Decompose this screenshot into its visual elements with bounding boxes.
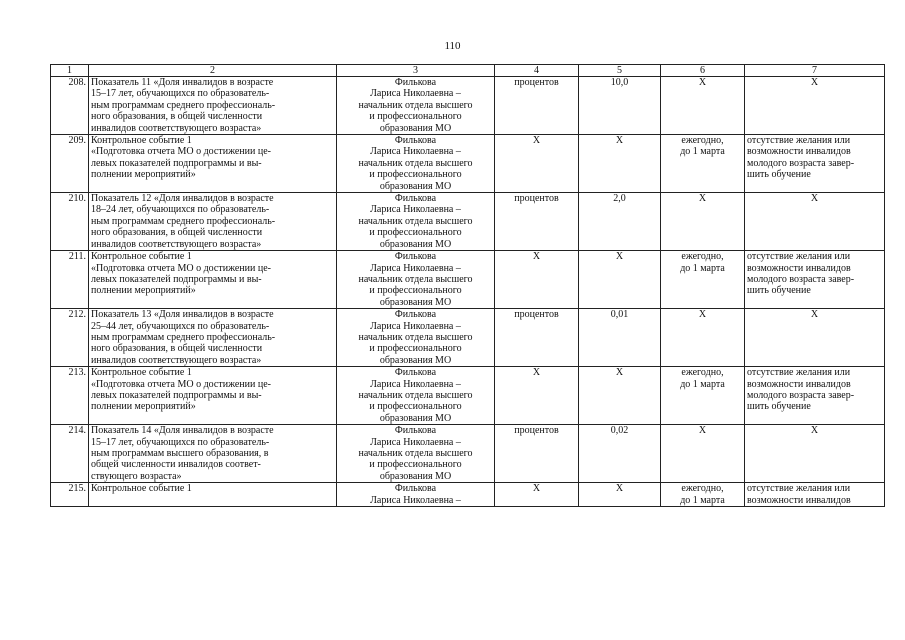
row-responsible: Филькова Лариса Николаевна – начальник отдела высшего и профессионального образования МО [337, 425, 495, 483]
table-row [51, 309, 885, 367]
row-unit: Х [495, 483, 579, 507]
table-row [51, 135, 885, 193]
row-unit: процентов [495, 309, 579, 367]
column-header-2: 2 [89, 65, 337, 77]
row-note: Х [745, 77, 885, 135]
table-row [51, 193, 885, 251]
row-responsible: Филькова Лариса Николаевна – начальник отдела высшего и профессионального образования МО [337, 367, 495, 425]
table-row [51, 425, 885, 483]
row-name: Показатель 11 «Доля инвалидов в возрасте 15–17 лет, обучающихся по образователь- ным программам среднего профессиональ- ного образования, в общей численности инвалидов соответствующего возраста» [89, 77, 337, 135]
row-number: 208. [51, 77, 89, 135]
column-header-5: 5 [579, 65, 661, 77]
row-note: Х [745, 425, 885, 483]
table-row [51, 483, 885, 507]
row-responsible: Филькова Лариса Николаевна – начальник отдела высшего и профессионального образования МО [337, 77, 495, 135]
row-unit: процентов [495, 77, 579, 135]
row-note: Х [745, 309, 885, 367]
row-name: Контрольное событие 1 «Подготовка отчета МО о достижении це- левых показателей подпрограммы и вы- полнении мероприятий» [89, 135, 337, 193]
row-term: Х [661, 425, 745, 483]
row-value: Х [579, 135, 661, 193]
table-row [51, 367, 885, 425]
row-number: 210. [51, 193, 89, 251]
row-unit: Х [495, 135, 579, 193]
row-unit: процентов [495, 193, 579, 251]
column-header-3: 3 [337, 65, 495, 77]
row-number: 211. [51, 251, 89, 309]
row-responsible: Филькова Лариса Николаевна – начальник отдела высшего и профессионального образования МО [337, 135, 495, 193]
column-header-4: 4 [495, 65, 579, 77]
row-number: 214. [51, 425, 89, 483]
row-note: отсутствие желания или возможности инвалидов молодого возраста завер- шить обучение [745, 251, 885, 309]
row-name: Контрольное событие 1 [89, 483, 337, 507]
column-header-7: 7 [745, 65, 885, 77]
row-number: 212. [51, 309, 89, 367]
row-unit: процентов [495, 425, 579, 483]
row-unit: Х [495, 251, 579, 309]
row-value: 10,0 [579, 77, 661, 135]
row-value: Х [579, 251, 661, 309]
row-value: 0,02 [579, 425, 661, 483]
row-number: 209. [51, 135, 89, 193]
row-responsible: Филькова Лариса Николаевна – начальник отдела высшего и профессионального образования МО [337, 251, 495, 309]
row-number: 215. [51, 483, 89, 507]
row-term: Х [661, 309, 745, 367]
row-responsible: Филькова Лариса Николаевна – [337, 483, 495, 507]
row-name: Контрольное событие 1 «Подготовка отчета МО о достижении це- левых показателей подпрограммы и вы- полнении мероприятий» [89, 367, 337, 425]
column-header-1: 1 [51, 65, 89, 77]
row-name: Показатель 14 «Доля инвалидов в возрасте 15–17 лет, обучающихся по образователь- ным программам высшего образования, в общей численности инвалидов соответ- ствующего возраста» [89, 425, 337, 483]
header-row [51, 65, 885, 77]
column-header-6: 6 [661, 65, 745, 77]
row-term: Х [661, 77, 745, 135]
row-term: ежегодно, до 1 марта [661, 367, 745, 425]
row-responsible: Филькова Лариса Николаевна – начальник отдела высшего и профессионального образования МО [337, 193, 495, 251]
table-row [51, 77, 885, 135]
row-value: Х [579, 367, 661, 425]
row-name: Показатель 13 «Доля инвалидов в возрасте 25–44 лет, обучающихся по образователь- ным программам среднего профессиональ- ного образования, в общей численности инвалидов соответствующего возраста» [89, 309, 337, 367]
row-number: 213. [51, 367, 89, 425]
row-value: 0,01 [579, 309, 661, 367]
row-value: Х [579, 483, 661, 507]
row-term: ежегодно, до 1 марта [661, 251, 745, 309]
row-name: Контрольное событие 1 «Подготовка отчета МО о достижении це- левых показателей подпрограммы и вы- полнении мероприятий» [89, 251, 337, 309]
row-term: Х [661, 193, 745, 251]
row-note: Х [745, 193, 885, 251]
row-note: отсутствие желания или возможности инвалидов [745, 483, 885, 507]
row-term: ежегодно, до 1 марта [661, 135, 745, 193]
page-number: 110 [444, 40, 461, 52]
row-note: отсутствие желания или возможности инвалидов молодого возраста завер- шить обучение [745, 367, 885, 425]
row-term: ежегодно, до 1 марта [661, 483, 745, 507]
row-unit: Х [495, 367, 579, 425]
document-table [50, 64, 885, 507]
table-row [51, 251, 885, 309]
row-note: отсутствие желания или возможности инвалидов молодого возраста завер- шить обучение [745, 135, 885, 193]
row-value: 2,0 [579, 193, 661, 251]
row-responsible: Филькова Лариса Николаевна – начальник отдела высшего и профессионального образования МО [337, 309, 495, 367]
row-name: Показатель 12 «Доля инвалидов в возрасте 18–24 лет, обучающихся по образователь- ным программам среднего профессиональ- ного образования, в общей численности инвалидов соответствующего возраста» [89, 193, 337, 251]
